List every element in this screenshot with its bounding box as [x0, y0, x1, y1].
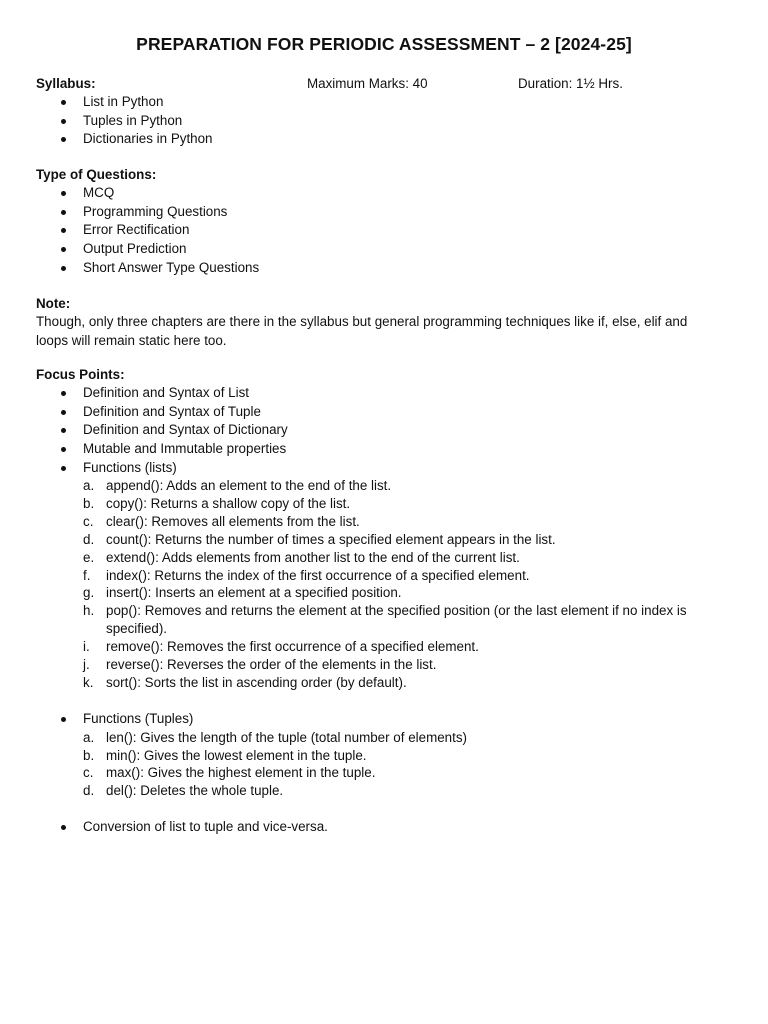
list-item: Programming Questions — [36, 203, 736, 222]
list-item: j. reverse(): Reverses the order of the elements in the list. — [83, 657, 437, 673]
list-item: List in Python — [36, 93, 736, 112]
bullet-icon — [61, 119, 66, 124]
bullet-icon — [61, 247, 66, 252]
list-item: d. count(): Returns the number of times a specified element appears in the list. — [83, 531, 556, 547]
bullet-icon — [61, 428, 66, 433]
list-functions — [36, 477, 736, 692]
list-item: Definition and Syntax of Tuple — [36, 403, 736, 422]
focus-heading: Focus Points: — [36, 367, 125, 382]
focus-list — [36, 384, 736, 477]
list-item: a. append(): Adds an element to the end of the list. — [83, 478, 392, 493]
conversion-section — [36, 818, 736, 837]
list-item: c. clear(): Removes all elements from the list. — [83, 513, 360, 529]
bullet-icon — [61, 717, 66, 722]
list-item: i. remove(): Removes the first occurrence of a specified element. — [83, 639, 479, 655]
list-item: b. min(): Gives the lowest element in the tuple. — [83, 747, 367, 763]
bullet-icon — [61, 210, 66, 215]
bullet-icon — [61, 410, 66, 415]
list-item: d. del(): Deletes the whole tuple. — [83, 783, 284, 799]
bullet-icon — [61, 447, 66, 452]
list-item: Mutable and Immutable properties — [36, 440, 736, 459]
syllabus-section — [36, 93, 736, 149]
list-item: f. index(): Returns the index of the first occurrence of a specified element. — [83, 567, 530, 583]
question-types-heading: Type of Questions: — [36, 167, 157, 182]
conversion-list — [36, 818, 736, 837]
list-item: Tuples in Python — [36, 112, 736, 131]
list-item: Short Answer Type Questions — [36, 259, 736, 278]
list-item: MCQ — [36, 184, 736, 203]
question-types-section — [36, 166, 736, 277]
list-item: Conversion of list to tuple and vice-versa. — [36, 818, 736, 837]
focus-section — [36, 366, 736, 477]
syllabus-list — [36, 93, 736, 149]
list-item: a. len(): Gives the length of the tuple (total number of elements) — [83, 729, 467, 745]
list-item: b. copy(): Returns a shallow copy of the list. — [83, 495, 351, 511]
list-item: c. max(): Gives the highest element in the tuple. — [83, 765, 376, 781]
list-item: Dictionaries in Python — [36, 130, 736, 149]
tuple-functions — [36, 729, 736, 801]
list-item: Functions (Tuples) — [36, 710, 736, 729]
tuple-functions-heading-list — [36, 710, 736, 729]
bullet-icon — [61, 825, 66, 830]
duration: Duration: 1½ Hrs. — [518, 76, 623, 91]
question-types-list — [36, 184, 736, 277]
page-title: PREPARATION FOR PERIODIC ASSESSMENT – 2 [2024-25] — [136, 34, 632, 54]
note-section — [36, 295, 736, 350]
list-functions-section — [36, 477, 736, 692]
list-item: Output Prediction — [36, 240, 736, 259]
tuple-functions-section — [36, 710, 736, 800]
list-item: Functions (lists) — [36, 459, 736, 478]
list-item: e. extend(): Adds elements from another list to the end of the current list. — [83, 549, 520, 565]
bullet-icon — [61, 191, 66, 196]
list-item: Definition and Syntax of Dictionary — [36, 421, 736, 440]
bullet-icon — [61, 266, 66, 271]
syllabus-heading: Syllabus: — [36, 76, 96, 91]
bullet-icon — [61, 466, 66, 471]
list-item: k. sort(): Sorts the list in ascending order (by default). — [83, 674, 407, 690]
bullet-icon — [61, 228, 66, 233]
list-item: h. pop(): Removes and returns the element at the specified position (or the last element if no index is specified). — [83, 603, 687, 637]
list-item: Definition and Syntax of List — [36, 384, 736, 403]
list-item: g. insert(): Inserts an element at a specified position. — [83, 585, 402, 601]
bullet-icon — [61, 137, 66, 142]
list-item: Error Rectification — [36, 221, 736, 240]
bullet-icon — [61, 100, 66, 105]
bullet-icon — [61, 391, 66, 396]
maximum-marks: Maximum Marks: 40 — [307, 76, 428, 91]
note-text: Though, only three chapters are there in the syllabus but general programming techniques like if, else, elif and loops will remain static here too. — [36, 314, 688, 348]
note-heading: Note: — [36, 296, 71, 311]
